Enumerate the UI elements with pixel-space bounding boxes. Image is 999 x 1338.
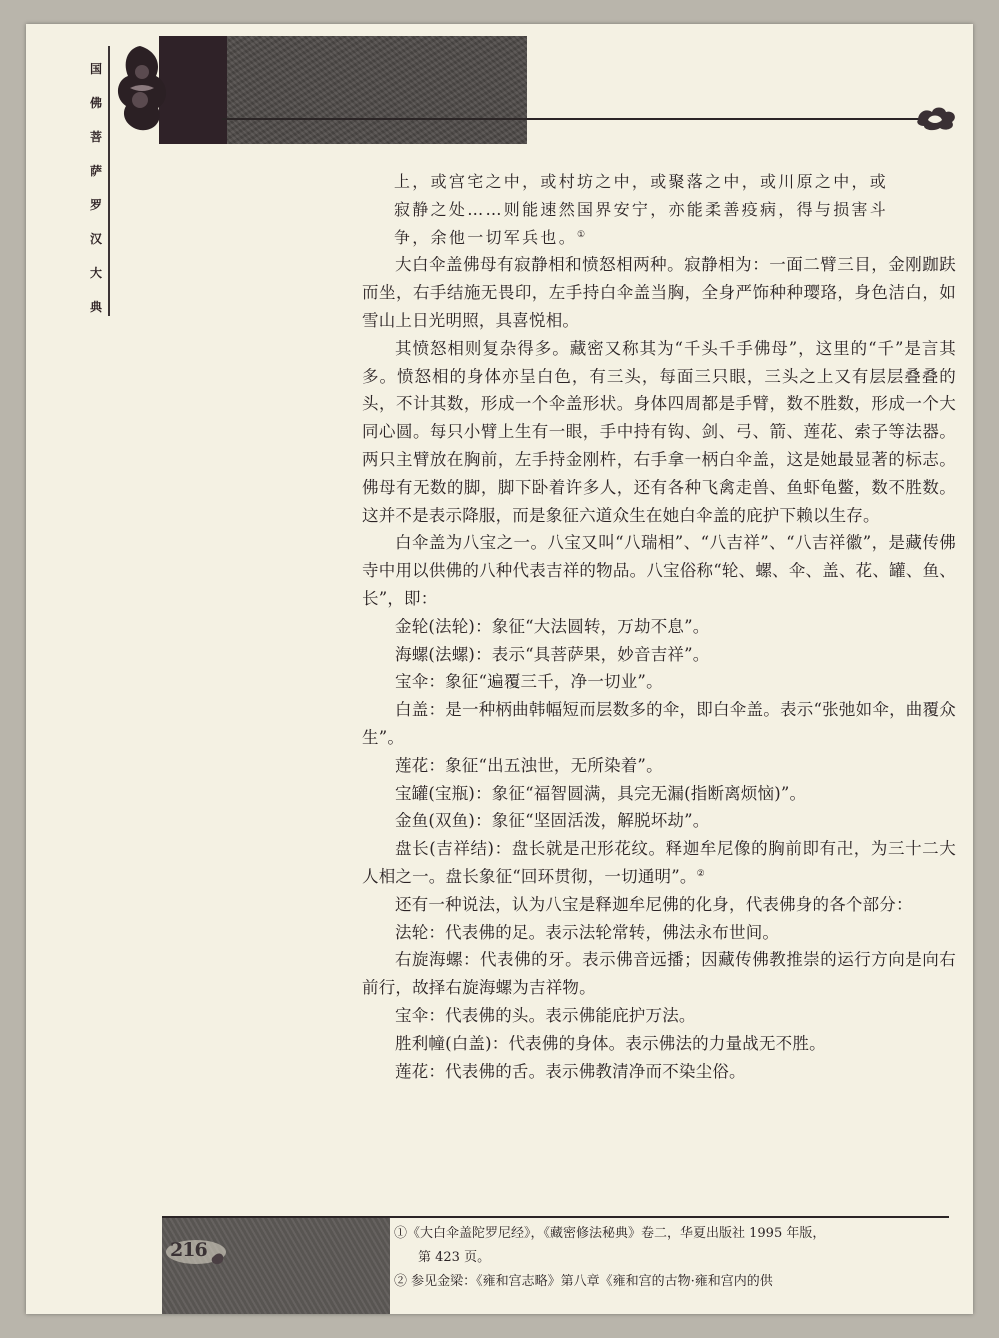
quote-line: [362, 224, 956, 252]
series-title: [86, 52, 106, 324]
header-rule: [222, 118, 922, 120]
main-text: [362, 168, 956, 1085]
book-page: [26, 24, 973, 1314]
list-item: [362, 835, 956, 891]
list-item: 胜利幢(白盖)：代表佛的身体。表示佛法的力量战无不胜。: [395, 1033, 826, 1053]
list-item-text: 盘长(吉祥结)：盘长就是卍形花纹。释迦牟尼像的胸前即有卍，为三十二大人相之一。盘长象征“回环贯彻，一切通明”。: [362, 839, 956, 886]
footer-rule: [162, 1216, 949, 1218]
series-title-char: 萨: [89, 164, 102, 178]
quote-line-text: 争，余他一切军兵也。: [394, 227, 578, 247]
paragraph: 还有一种说法，认为八宝是释迦牟尼佛的化身，代表佛身的各个部分：: [395, 894, 913, 914]
footnote-ref[interactable]: ①: [577, 229, 588, 240]
footnote-line: ② 参见金梁：《雍和宫志略》第八章《雍和宫的古物·雍和宫内的供: [394, 1274, 773, 1289]
series-title-char: 佛: [89, 96, 102, 110]
series-title-char: 汉: [89, 232, 102, 246]
series-title-char: 典: [89, 300, 102, 314]
list-item: 金鱼(双鱼)：象征“坚固活泼，解脱坏劫”。: [395, 811, 710, 831]
cloud-ornament-icon: [914, 104, 958, 132]
page-number: [164, 1232, 228, 1268]
margin-rule: [108, 46, 110, 316]
list-item: 右旋海螺：代表佛的牙。表示佛音远播；因藏传佛教推崇的运行方向是向右前行，故择右旋海螺为吉祥物。: [362, 950, 956, 998]
footnote-ref[interactable]: ②: [696, 868, 705, 879]
list-item: 金轮(法轮)：象征“大法圆转，万劫不息”。: [395, 616, 710, 636]
list-item: 海螺(法螺)：表示“具菩萨果，妙音吉祥”。: [395, 644, 710, 664]
list-item: 宝罐(宝瓶)：象征“福智圆满，具完无漏(指断离烦恼)”。: [395, 783, 807, 803]
quote-line: 寂静之处……则能速然国界安宁，亦能柔善疫病，得与损害斗: [394, 199, 889, 219]
quote-line: 上，或宫宅之中，或村坊之中，或聚落之中，或川原之中，或: [394, 172, 889, 191]
page-number-text: 216: [170, 1239, 207, 1261]
footnotes: [394, 1222, 954, 1294]
list-item: 宝伞：代表佛的头。表示佛能庇护万法。: [395, 1005, 696, 1025]
series-title-char: 菩: [89, 130, 102, 144]
paragraph: 其愤怒相则复杂得多。藏密又称其为“千头千手佛母”，这里的“千”是言其多。愤怒相的身体亦呈白色，有三头，每面三只眼，三头之上又有层层叠叠的头，不计其数，形成一个伞盖形状。身体四周都是手臂，数不胜数，形成一个大同心圆。每只小臂上生有一眼，手中持有钩、剑、弓、箭、莲花、索子等法器。两只主臂放在胸前，左手持金刚杵，右手拿一柄白伞盖，这是她最显著的标志。佛母有无数的脚，脚下卧着许多人，还有各种飞禽走兽、鱼虾龟鳖，数不胜数。这并不是表示降服，而是象征六道众生在她白伞盖的庇护下赖以生存。: [362, 338, 956, 525]
list-item: 宝伞：象征“遍覆三千，净一切业”。: [395, 672, 663, 692]
list-item: 莲花：代表佛的舌。表示佛教清净而不染尘俗。: [395, 1061, 746, 1081]
footnote-line: ①《大白伞盖陀罗尼经》，《藏密修法秘典》卷二，华夏出版社 1995 年版，: [394, 1226, 826, 1241]
list-item: 莲花：象征“出五浊世，无所染着”。: [395, 755, 663, 775]
ornament-icon: [110, 42, 174, 134]
series-title-char: 罗: [89, 198, 102, 212]
list-item: 白盖：是一种柄曲韩幅短而层数多的伞，即白伞盖。表示“张弛如伞，曲覆众生”。: [362, 700, 956, 747]
series-title-char: 国: [89, 62, 102, 76]
series-title-char: 大: [89, 266, 102, 280]
footnote-line: 第 423 页。: [418, 1250, 491, 1265]
list-item: 法轮：代表佛的足。表示法轮常转，佛法永布世间。: [395, 922, 780, 942]
paragraph: 大白伞盖佛母有寂静相和愤怒相两种。寂静相为：一面二臂三目，金刚跏趺而坐，右手结施无畏印，左手持白伞盖当胸，全身严饰种种璎珞，身色洁白，如雪山上日光明照，具喜悦相。: [362, 255, 956, 330]
paragraph: 白伞盖为八宝之一。八宝又叫“八瑞相”、“八吉祥”、“八吉祥徽”，是藏传佛寺中用以供佛的八种代表吉祥的物品。八宝俗称“轮、螺、伞、盖、花、罐、鱼、长”，即：: [362, 533, 956, 608]
